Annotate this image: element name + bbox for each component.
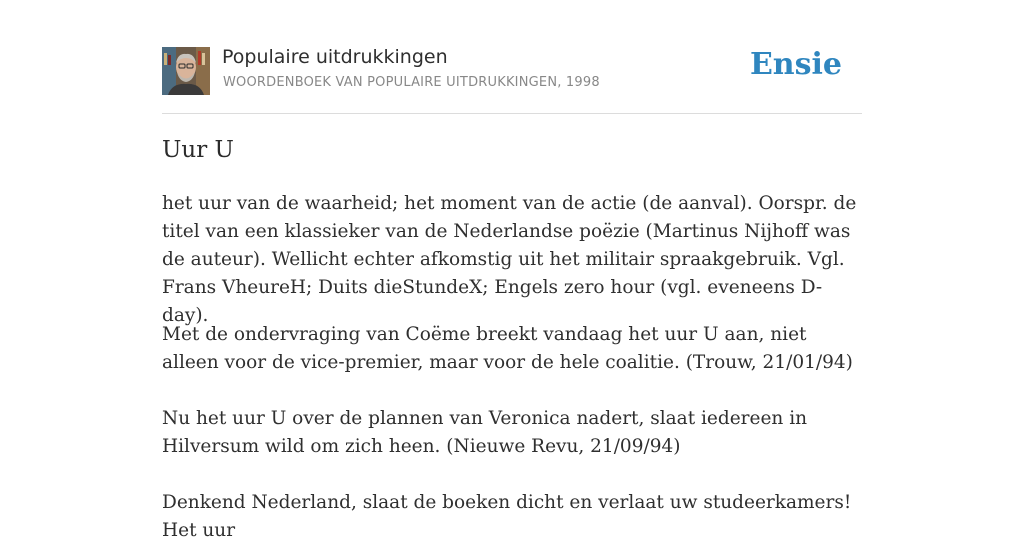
ensie-logo-link[interactable]: Ensie — [749, 47, 842, 82]
entry-quote: Nu het uur U over de plannen van Veronica nadert, slaat iedereen in Hilversum wild om zich heen. (Nieuwe Revu, 21/09/94) — [162, 408, 808, 457]
entry-page — [162, 0, 862, 541]
entry-quote: Denkend Nederland, slaat de boeken dicht en verlaat uw studeerkamers! Het uur — [162, 492, 852, 541]
source-header — [162, 0, 862, 114]
source-title[interactable]: Populaire uitdrukkingen — [222, 46, 448, 68]
entry-term: Uur U — [162, 137, 234, 163]
entry-quote: Met de ondervraging van Coëme breekt vandaag het uur U aan, niet alleen voor de vice-premier, maar voor de hele coalitie. (Trouw, 21/01/94) — [162, 324, 853, 373]
entry-definition: het uur van de waarheid; het moment van de actie (de aanval). Oorspr. de titel van een klassieker van de Nederlandse poëzie (Martinus Nijhoff was de auteur). Wellicht echter afkomstig uit het militair spraakgebruik. Vgl. Frans VheureH; Duits dieStundeX; Engels zero hour (vgl. eveneens D-day). — [162, 193, 857, 326]
author-portrait-icon[interactable] — [162, 47, 210, 95]
source-subtitle: WOORDENBOEK VAN POPULAIRE UITDRUKKINGEN, 1998 — [223, 75, 600, 90]
